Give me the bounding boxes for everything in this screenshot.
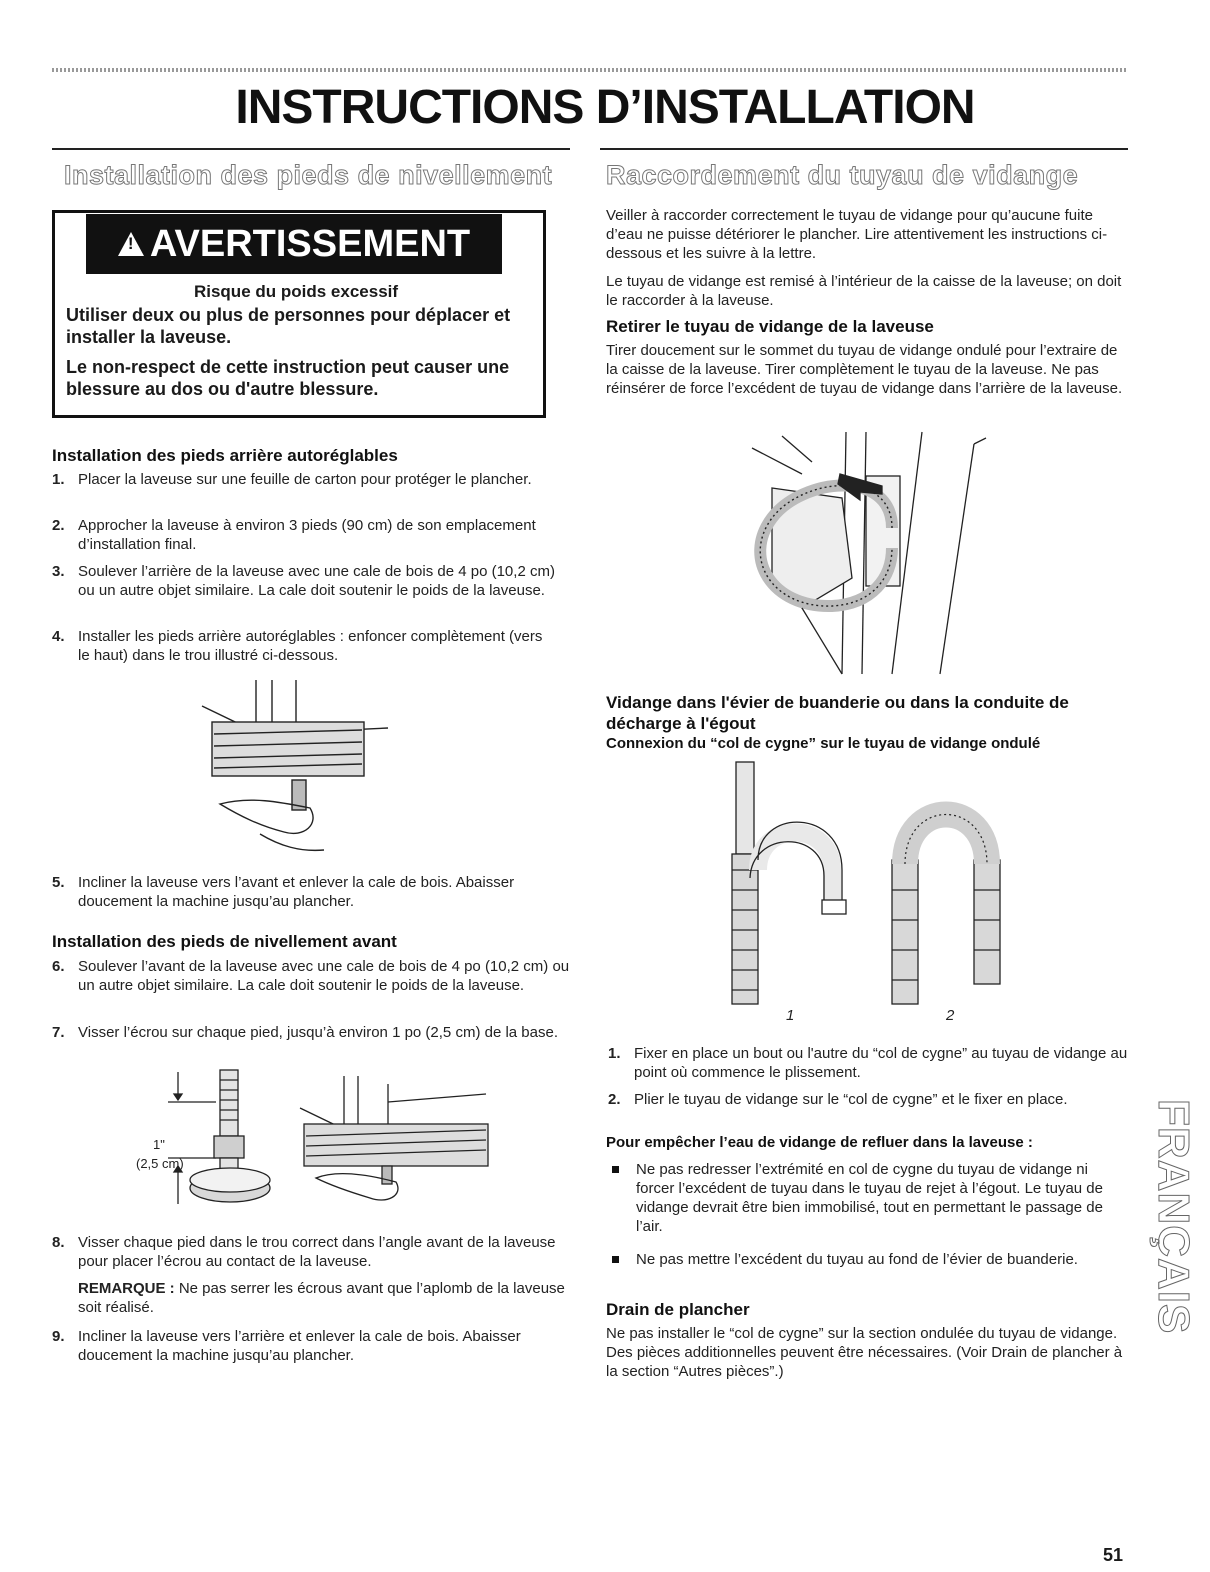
floor-drain-heading: Drain de plancher [606, 1300, 750, 1319]
floor-drain-text: Ne pas installer le “col de cygne” sur la section ondulée du tuyau de vidange. Des pièces additionnelles peuvent être nécessaires. (Voir Drain de plancher à la section “Autres pièces”.) [606, 1325, 1123, 1380]
laundry-sink-heading: Vidange dans l'évier de buanderie ou dans la conduite de décharge à l'égout [606, 693, 1069, 733]
page-number: 51 [1103, 1545, 1124, 1565]
left-section-title: Installation des pieds de nivellement [64, 160, 553, 190]
leveling-foot-illustration [146, 1066, 286, 1212]
drain-intro-2: Le tuyau de vidange est remisé à l’intérieur de la caisse de la laveuse; on doit le raccorder à la laveuse. [606, 273, 1122, 309]
right-column-rule [600, 148, 1128, 150]
figure-label-2: 2 [946, 1007, 955, 1024]
rear-feet-heading: Installation des pieds arrière autoréglables [52, 446, 398, 465]
front-foot-illustration [296, 1074, 492, 1204]
remove-hose-heading: Retirer le tuyau de vidange de la laveuse [606, 317, 934, 336]
bullet-text-1: Ne pas redresser l’extrémité en col de cygne du tuyau de vidange ni forcer l’excédent de tuyau dans le tuyau de rejet à l’égout. Le tuyau de vidange devrait être bien immobilisé, tout en permettant le passage de l’air. [636, 1161, 1103, 1235]
left-column-rule [52, 148, 570, 150]
gooseneck-illustration [712, 760, 1012, 1006]
bullet-icon [612, 1256, 619, 1263]
warning-risk: Risque du poids excessif [193, 282, 399, 301]
top-dotted-rule [52, 68, 1128, 72]
rear-foot-illustration [200, 676, 390, 862]
bullet-text-2: Ne pas mettre l’excédent du tuyau au fond de l’évier de buanderie. [636, 1251, 1078, 1268]
right-section-title: Raccordement du tuyau de vidange [606, 160, 1079, 190]
figure-label-inch: 1" [153, 1137, 165, 1152]
remove-hose-text: Tirer doucement sur le sommet du tuyau de vidange ondulé pour l’extraire de la caisse de la laveuse. Tirer complètement le tuyau de la laveuse. Ne pas réinsérer de force l’excédent de tuyau de vidange dans l’arrière de la laveuse. [606, 342, 1123, 397]
warning-line-2: Le non-respect de cette instruction peut causer une blessure au dos ou d'autre blessure. [66, 357, 510, 399]
gooseneck-heading: Connexion du “col de cygne” sur le tuyau de vidange ondulé [606, 735, 1041, 752]
bullet-icon [612, 1166, 619, 1173]
warning-header-text: AVERTISSEMENT [149, 222, 471, 265]
front-feet-heading: Installation des pieds de nivellement avant [52, 932, 397, 951]
language-side-tab: FRANÇAIS [1149, 1099, 1198, 1335]
backflow-heading: Pour empêcher l’eau de vidange de refluer dans la laveuse : [606, 1134, 1033, 1151]
figure-label-cm: (2,5 cm) [136, 1156, 184, 1171]
page-title: INSTRUCTIONS D’INSTALLATION [235, 81, 975, 134]
figure-label-1: 1 [786, 1007, 795, 1024]
warning-header [86, 214, 502, 274]
warning-triangle-icon [118, 232, 144, 256]
drain-intro-1: Veiller à raccorder correctement le tuyau de vidange pour qu’aucune fuite d’eau ne puisse détériorer le plancher. Lire attentivement les instructions ci-dessous et les suivre à la lettre. [606, 207, 1108, 262]
remark: REMARQUE : Ne pas serrer les écrous avant que l’aplomb de la laveuse soit réalisé. [78, 1280, 565, 1316]
drain-hose-removal-illustration [742, 428, 992, 680]
warning-line-1: Utiliser deux ou plus de personnes pour déplacer et installer la laveuse. [66, 305, 511, 347]
